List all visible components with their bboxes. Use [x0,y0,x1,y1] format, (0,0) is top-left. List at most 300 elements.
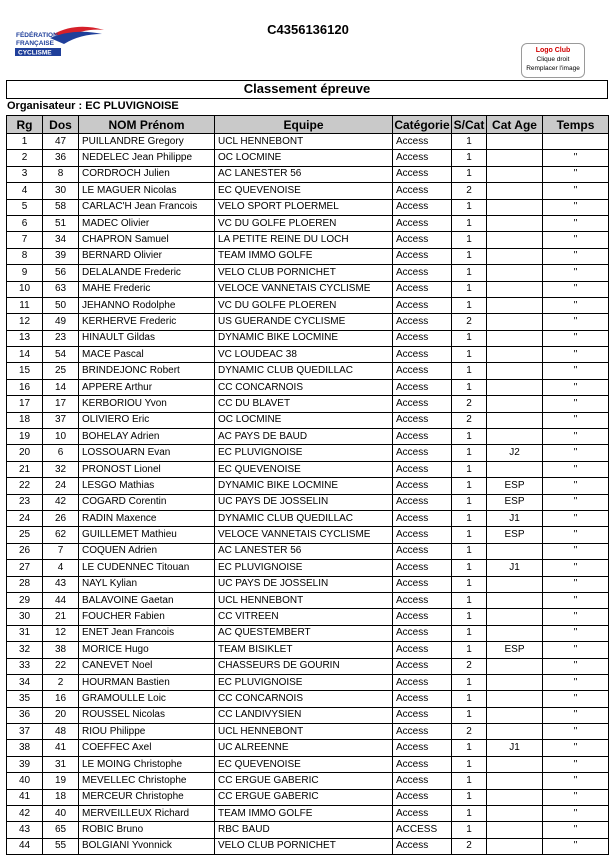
time-cell: " [543,232,609,248]
bib-cell: 39 [43,248,79,264]
age-category-cell [487,838,543,854]
team-cell: VC DU GOLFE PLOEREN [215,297,393,313]
team-cell: UC PAYS DE JOSSELIN [215,494,393,510]
subcategory-cell: 1 [452,494,487,510]
subcategory-cell: 1 [452,674,487,690]
table-row [7,740,609,756]
bib-cell: 49 [43,314,79,330]
time-cell: " [543,248,609,264]
team-cell: VELO SPORT PLOERMEL [215,199,393,215]
team-cell: TEAM IMMO GOLFE [215,806,393,822]
subcategory-cell: 1 [452,232,487,248]
name-cell: LE MOING Christophe [79,756,215,772]
category-cell: Access [393,789,452,805]
col-header-time: Temps [543,116,609,134]
age-category-cell: ESP [487,478,543,494]
rank-cell: 39 [7,756,43,772]
bib-cell: 17 [43,396,79,412]
rank-cell: 19 [7,429,43,445]
bib-cell: 12 [43,625,79,641]
time-cell: " [543,494,609,510]
age-category-cell [487,150,543,166]
results-table [6,115,609,855]
subcategory-cell: 1 [452,691,487,707]
category-cell: Access [393,232,452,248]
team-cell: VELO CLUB PORNICHET [215,838,393,854]
rank-cell: 35 [7,691,43,707]
name-cell: NEDELEC Jean Philippe [79,150,215,166]
rank-cell: 23 [7,494,43,510]
subcategory-cell: 1 [452,150,487,166]
logo-club-line-2: Remplacer l'image [526,65,580,72]
rank-cell: 36 [7,707,43,723]
name-cell: BOHELAY Adrien [79,429,215,445]
team-cell: CHASSEURS DE GOURIN [215,658,393,674]
rank-cell: 14 [7,347,43,363]
table-row [7,297,609,313]
time-cell: " [543,642,609,658]
age-category-cell: J1 [487,740,543,756]
category-cell: Access [393,576,452,592]
age-category-cell [487,297,543,313]
team-cell: CC CONCARNOIS [215,379,393,395]
bib-cell: 31 [43,756,79,772]
category-cell: Access [393,691,452,707]
bib-cell: 23 [43,330,79,346]
age-category-cell [487,396,543,412]
subcategory-cell: 1 [452,806,487,822]
age-category-cell [487,265,543,281]
age-category-cell: J1 [487,560,543,576]
category-cell: Access [393,773,452,789]
table-row [7,248,609,264]
age-category-cell [487,330,543,346]
category-cell: Access [393,560,452,576]
team-cell: EC PLUVIGNOISE [215,445,393,461]
age-category-cell [487,691,543,707]
subcategory-cell: 2 [452,838,487,854]
team-cell: OC LOCMINE [215,150,393,166]
bib-cell: 48 [43,724,79,740]
logo-line-2: FRANÇAISE [16,40,54,47]
name-cell: BALAVOINE Gaetan [79,592,215,608]
rank-cell: 18 [7,412,43,428]
subcategory-cell: 1 [452,478,487,494]
age-category-cell [487,789,543,805]
team-cell: DYNAMIC CLUB QUEDILLAC [215,363,393,379]
organizer-label: Organisateur : EC PLUVIGNOISE [7,100,179,112]
category-cell: Access [393,658,452,674]
table-row [7,265,609,281]
time-cell: " [543,150,609,166]
bib-cell: 34 [43,232,79,248]
subcategory-cell: 1 [452,756,487,772]
age-category-cell [487,412,543,428]
col-header-category: Catégorie [394,117,450,132]
time-cell: " [543,396,609,412]
category-cell: Access [393,724,452,740]
category-cell: Access [393,412,452,428]
bib-cell: 19 [43,773,79,789]
age-category-cell [487,199,543,215]
time-cell: " [543,560,609,576]
time-cell: " [543,838,609,854]
time-cell: " [543,527,609,543]
age-category-cell [487,724,543,740]
subcategory-cell: 2 [452,412,487,428]
name-cell: LE MAGUER Nicolas [79,183,215,199]
team-cell: DYNAMIC CLUB QUEDILLAC [215,510,393,526]
subcategory-cell: 1 [452,543,487,559]
rank-cell: 28 [7,576,43,592]
results-body [7,134,609,855]
table-row [7,314,609,330]
category-cell: Access [393,215,452,231]
name-cell: BOLGIANI Yvonnick [79,838,215,854]
team-cell: EC QUEVENOISE [215,183,393,199]
bib-cell: 30 [43,183,79,199]
category-cell: Access [393,445,452,461]
name-cell: HINAULT Gildas [79,330,215,346]
name-cell: MERCEUR Christophe [79,789,215,805]
subcategory-cell: 1 [452,429,487,445]
team-cell: CC LANDIVYSIEN [215,707,393,723]
table-row [7,707,609,723]
rank-cell: 7 [7,232,43,248]
team-cell: UCL HENNEBONT [215,724,393,740]
name-cell: MORICE Hugo [79,642,215,658]
name-cell: CHAPRON Samuel [79,232,215,248]
age-category-cell [487,183,543,199]
subcategory-cell: 1 [452,330,487,346]
name-cell: COEFFEC Axel [79,740,215,756]
time-cell: " [543,822,609,838]
bib-cell: 10 [43,429,79,445]
time-cell: " [543,543,609,559]
table-row [7,134,609,150]
age-category-cell [487,347,543,363]
col-header-team: Equipe [215,116,393,134]
rank-cell: 30 [7,609,43,625]
bib-cell: 40 [43,806,79,822]
rank-cell: 24 [7,510,43,526]
category-cell: Access [393,183,452,199]
subcategory-cell: 1 [452,248,487,264]
time-cell: " [543,773,609,789]
name-cell: GUILLEMET Mathieu [79,527,215,543]
rank-cell: 29 [7,592,43,608]
time-cell: " [543,265,609,281]
rank-cell: 43 [7,822,43,838]
bib-cell: 24 [43,478,79,494]
name-cell: ROUSSEL Nicolas [79,707,215,723]
table-row [7,379,609,395]
category-cell: Access [393,134,452,150]
bib-cell: 56 [43,265,79,281]
table-row [7,838,609,854]
subcategory-cell: 1 [452,265,487,281]
table-row [7,642,609,658]
time-cell: " [543,691,609,707]
category-cell: Access [393,461,452,477]
name-cell: COQUEN Adrien [79,543,215,559]
table-row [7,543,609,559]
age-category-cell [487,543,543,559]
category-cell: Access [393,314,452,330]
table-row [7,232,609,248]
team-cell: AC PAYS DE BAUD [215,429,393,445]
table-row [7,724,609,740]
age-category-cell [487,429,543,445]
table-row [7,166,609,182]
table-row [7,658,609,674]
subcategory-cell: 1 [452,527,487,543]
team-cell: CC DU BLAVET [215,396,393,412]
time-cell: " [543,183,609,199]
table-row [7,150,609,166]
team-cell: VELOCE VANNETAIS CYCLISME [215,527,393,543]
table-row [7,478,609,494]
team-cell: VELO CLUB PORNICHET [215,265,393,281]
category-cell: Access [393,150,452,166]
name-cell: CORDROCH Julien [79,166,215,182]
subcategory-cell: 1 [452,576,487,592]
time-cell: " [543,363,609,379]
time-cell: " [543,592,609,608]
rank-cell: 9 [7,265,43,281]
col-header-age-category: Cat Age [487,116,543,134]
table-row [7,494,609,510]
category-cell: Access [393,609,452,625]
rank-cell: 27 [7,560,43,576]
age-category-cell [487,707,543,723]
time-cell: " [543,625,609,641]
team-cell: UCL HENNEBONT [215,592,393,608]
name-cell: ENET Jean Francois [79,625,215,641]
subcategory-cell: 1 [452,363,487,379]
rank-cell: 15 [7,363,43,379]
bib-cell: 38 [43,642,79,658]
logo-club-placeholder[interactable] [521,43,585,78]
time-cell: " [543,347,609,363]
table-row [7,281,609,297]
subcategory-cell: 1 [452,642,487,658]
bib-cell: 2 [43,674,79,690]
bib-cell: 16 [43,691,79,707]
table-row [7,756,609,772]
subcategory-cell: 1 [452,592,487,608]
table-row [7,215,609,231]
team-cell: CC ERGUE GABERIC [215,773,393,789]
rank-cell: 31 [7,625,43,641]
age-category-cell [487,822,543,838]
time-cell: " [543,478,609,494]
time-cell: " [543,412,609,428]
table-row [7,412,609,428]
subcategory-cell: 1 [452,134,487,150]
bib-cell: 47 [43,134,79,150]
subcategory-cell: 1 [452,199,487,215]
rank-cell: 21 [7,461,43,477]
table-row [7,445,609,461]
rank-cell: 16 [7,379,43,395]
age-category-cell: J2 [487,445,543,461]
name-cell: BRINDEJONC Robert [79,363,215,379]
table-row [7,625,609,641]
col-header-bib: Dos [43,116,79,134]
bib-cell: 58 [43,199,79,215]
name-cell: PRONOST Lionel [79,461,215,477]
time-cell: " [543,674,609,690]
time-cell: " [543,789,609,805]
subcategory-cell: 2 [452,183,487,199]
bib-cell: 62 [43,527,79,543]
subcategory-cell: 1 [452,822,487,838]
age-category-cell [487,658,543,674]
table-row [7,789,609,805]
rank-cell: 38 [7,740,43,756]
team-cell: AC LANESTER 56 [215,543,393,559]
time-cell [543,134,609,150]
rank-cell: 3 [7,166,43,182]
bib-cell: 7 [43,543,79,559]
name-cell: CARLAC'H Jean Francois [79,199,215,215]
table-row [7,560,609,576]
time-cell: " [543,199,609,215]
table-header-row [7,116,609,134]
rank-cell: 17 [7,396,43,412]
rank-cell: 6 [7,215,43,231]
rank-cell: 4 [7,183,43,199]
bib-cell: 21 [43,609,79,625]
subcategory-cell: 1 [452,560,487,576]
category-cell: ACCESS [393,822,452,838]
subcategory-cell: 1 [452,347,487,363]
bib-cell: 42 [43,494,79,510]
bib-cell: 51 [43,215,79,231]
rank-cell: 12 [7,314,43,330]
team-cell: EC QUEVENOISE [215,461,393,477]
name-cell: MADEC Olivier [79,215,215,231]
category-cell: Access [393,543,452,559]
team-cell: VC DU GOLFE PLOEREN [215,215,393,231]
bib-cell: 54 [43,347,79,363]
age-category-cell [487,134,543,150]
rank-cell: 42 [7,806,43,822]
team-cell: UC ALREENNE [215,740,393,756]
subcategory-cell: 1 [452,789,487,805]
category-cell: Access [393,166,452,182]
category-cell: Access [393,330,452,346]
time-cell: " [543,330,609,346]
bib-cell: 25 [43,363,79,379]
name-cell: JEHANNO Rodolphe [79,297,215,313]
team-cell: EC PLUVIGNOISE [215,674,393,690]
age-category-cell [487,461,543,477]
category-cell: Access [393,281,452,297]
team-cell: DYNAMIC BIKE LOCMINE [215,478,393,494]
category-cell: Access [393,756,452,772]
subcategory-cell: 1 [452,510,487,526]
rank-cell: 32 [7,642,43,658]
age-category-cell [487,215,543,231]
category-cell: Access [393,265,452,281]
subcategory-cell: 2 [452,314,487,330]
logo-club-line-1: Clique droit [536,56,570,63]
table-row [7,576,609,592]
time-cell: " [543,756,609,772]
name-cell: BERNARD Olivier [79,248,215,264]
team-cell: CC ERGUE GABERIC [215,789,393,805]
logo-club-title: Logo Club [535,47,571,54]
subcategory-cell: 1 [452,740,487,756]
age-category-cell [487,674,543,690]
age-category-cell: ESP [487,642,543,658]
document-code: C4356136120 [267,22,349,37]
team-cell: EC PLUVIGNOISE [215,560,393,576]
name-cell: LOSSOUARN Evan [79,445,215,461]
team-cell: RBC BAUD [215,822,393,838]
table-row [7,429,609,445]
rank-cell: 44 [7,838,43,854]
team-cell: VC LOUDEAC 38 [215,347,393,363]
team-cell: OC LOCMINE [215,412,393,428]
time-cell: " [543,707,609,723]
team-cell: AC QUESTEMBERT [215,625,393,641]
subcategory-cell: 2 [452,724,487,740]
age-category-cell [487,363,543,379]
name-cell: MEVELLEC Christophe [79,773,215,789]
team-cell: UC PAYS DE JOSSELIN [215,576,393,592]
name-cell: DELALANDE Frederic [79,265,215,281]
age-category-cell: ESP [487,527,543,543]
table-row [7,822,609,838]
rank-cell: 41 [7,789,43,805]
name-cell: OLIVIERO Eric [79,412,215,428]
time-cell: " [543,429,609,445]
category-cell: Access [393,396,452,412]
team-cell: VELOCE VANNETAIS CYCLISME [215,281,393,297]
bib-cell: 22 [43,658,79,674]
logo-line-3: CYCLISME [18,49,52,57]
age-category-cell [487,281,543,297]
bib-cell: 55 [43,838,79,854]
age-category-cell [487,806,543,822]
age-category-cell [487,592,543,608]
federation-logo [14,24,106,60]
table-row [7,806,609,822]
name-cell: KERBORIOU Yvon [79,396,215,412]
table-row [7,396,609,412]
name-cell: COGARD Corentin [79,494,215,510]
category-cell: Access [393,363,452,379]
name-cell: LESGO Mathias [79,478,215,494]
bib-cell: 65 [43,822,79,838]
category-cell: Access [393,707,452,723]
bib-cell: 32 [43,461,79,477]
age-category-cell [487,248,543,264]
bib-cell: 6 [43,445,79,461]
team-cell: LA PETITE REINE DU LOCH [215,232,393,248]
time-cell: " [543,658,609,674]
rank-cell: 40 [7,773,43,789]
name-cell: LE CUDENNEC Titouan [79,560,215,576]
age-category-cell: ESP [487,494,543,510]
bib-cell: 63 [43,281,79,297]
subcategory-cell: 2 [452,658,487,674]
time-cell: " [543,281,609,297]
time-cell: " [543,379,609,395]
